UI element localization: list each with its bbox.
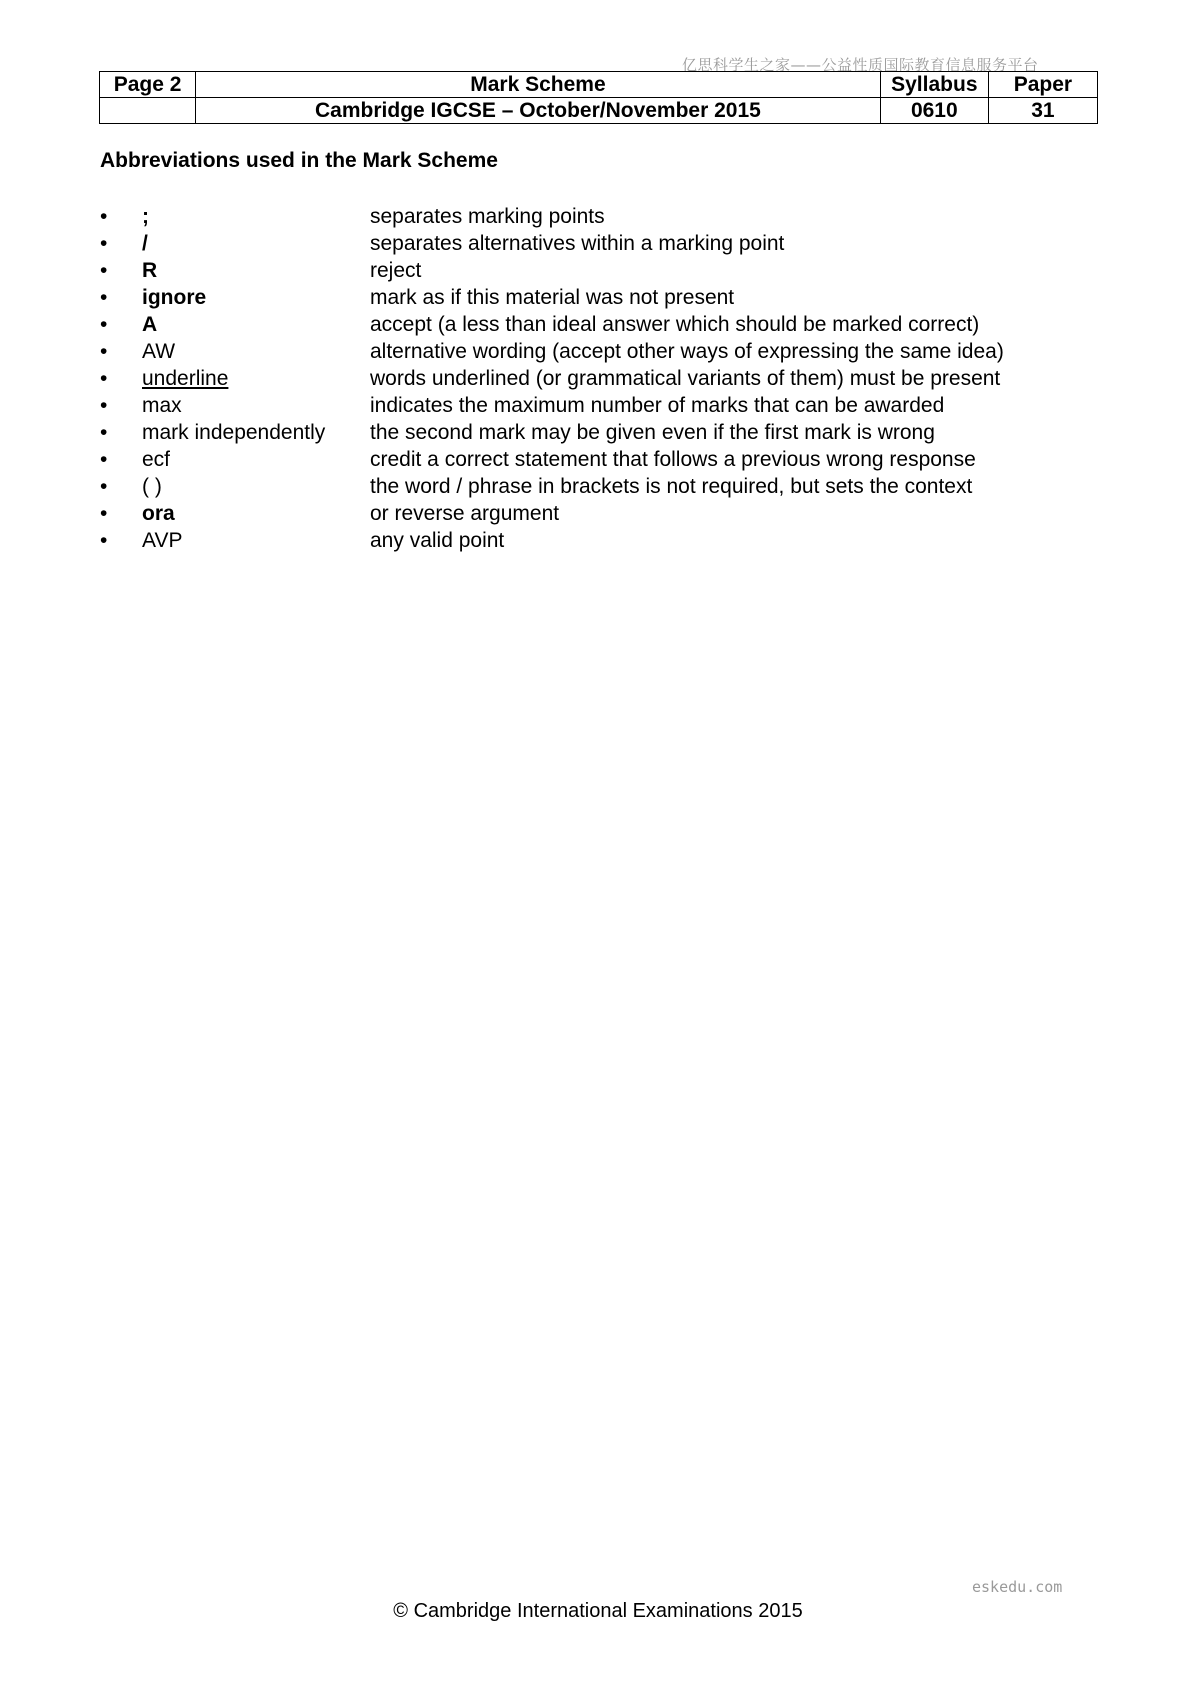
abbreviation-meaning: separates alternatives within a marking point [370, 232, 785, 255]
copyright-footer: © Cambridge International Examinations 2015 [393, 1600, 803, 1622]
abbreviation-term: AVP [142, 529, 183, 552]
abbreviation-term: mark independently [142, 421, 326, 444]
bullet-icon: • [100, 313, 108, 336]
paper-label: Paper [988, 72, 1097, 98]
section-heading: Abbreviations used in the Mark Scheme [100, 149, 498, 172]
bullet-icon: • [100, 205, 108, 228]
abbreviation-meaning: separates marking points [370, 205, 605, 228]
abbreviation-meaning: alternative wording (accept other ways of expressing the same idea) [370, 340, 1004, 363]
abbreviation-term: max [142, 394, 182, 417]
abbreviation-term: ecf [142, 448, 171, 471]
abbreviation-term: ; [142, 205, 149, 228]
watermark-top: 亿思科学生之家——公益性质国际教育信息服务平台 [682, 56, 1039, 74]
bullet-icon: • [100, 259, 108, 282]
abbreviation-meaning: accept (a less than ideal answer which should be marked correct) [370, 313, 980, 336]
document-title: Mark Scheme [196, 72, 881, 98]
header-row-2 [100, 98, 1098, 124]
abbreviation-meaning: mark as if this material was not present [370, 286, 735, 309]
abbreviation-meaning: indicates the maximum number of marks that can be awarded [370, 394, 945, 417]
abbreviation-meaning: the second mark may be given even if the first mark is wrong [370, 421, 935, 444]
document-subtitle: Cambridge IGCSE – October/November 2015 [196, 98, 881, 124]
abbreviation-term: R [142, 259, 158, 282]
paper-value: 31 [988, 98, 1097, 124]
bullet-icon: • [100, 529, 108, 552]
abbreviation-term: ( ) [142, 475, 162, 498]
bullet-icon: • [100, 502, 108, 525]
bullet-icon: • [100, 340, 108, 363]
bullet-icon: • [100, 421, 108, 444]
abbreviation-term: ignore [142, 286, 207, 309]
abbreviation-term: A [142, 313, 158, 336]
bullet-icon: • [100, 394, 108, 417]
page-label: Page 2 [100, 72, 196, 98]
bullet-icon: • [100, 232, 108, 255]
abbreviation-meaning: credit a correct statement that follows a previous wrong response [370, 448, 976, 471]
abbreviation-meaning: or reverse argument [370, 502, 560, 525]
abbreviation-term: / [142, 232, 148, 255]
watermark-bottom: eskedu.com [972, 1578, 1063, 1596]
syllabus-label: Syllabus [880, 72, 988, 98]
bullet-icon: • [100, 475, 108, 498]
bullet-icon: • [100, 286, 108, 309]
bullet-icon: • [100, 367, 108, 390]
abbreviation-term: underline [142, 367, 229, 390]
abbreviation-meaning: the word / phrase in brackets is not required, but sets the context [370, 475, 973, 498]
abbreviation-term: ora [142, 502, 175, 525]
header-row-1 [100, 72, 1098, 98]
abbreviation-term: AW [142, 340, 176, 363]
abbreviation-meaning: words underlined (or grammatical variants of them) must be present [370, 367, 1001, 390]
syllabus-value: 0610 [880, 98, 988, 124]
abbreviation-meaning: reject [370, 259, 422, 282]
abbreviation-meaning: any valid point [370, 529, 505, 552]
bullet-icon: • [100, 448, 108, 471]
header-table [99, 71, 1098, 124]
empty-cell [100, 98, 196, 124]
